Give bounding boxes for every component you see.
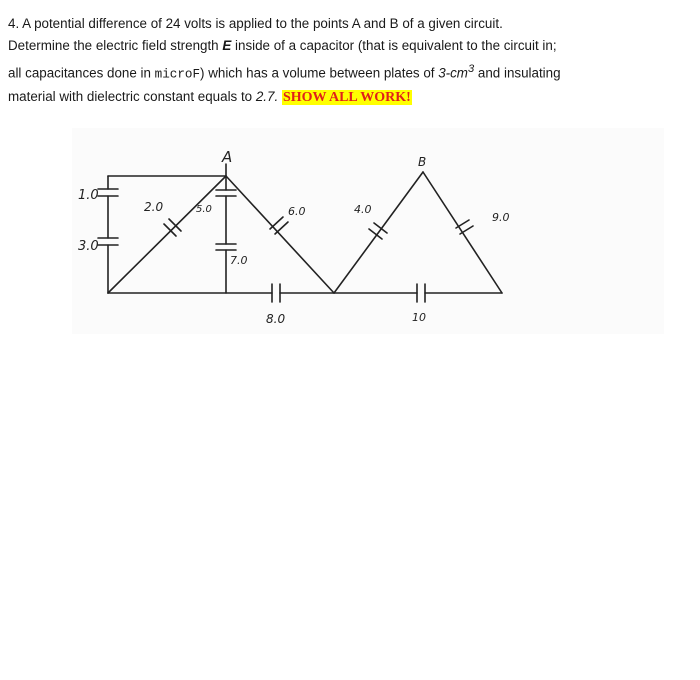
show-all-work-highlight: SHOW ALL WORK!: [282, 89, 411, 105]
question-number: 4.: [8, 16, 20, 31]
circuit-diagram: [72, 128, 664, 334]
cap-10-label: 10: [412, 311, 426, 324]
cap-5-label: 5.0: [196, 204, 212, 215]
wire-diag-cap6: [226, 176, 334, 293]
unit-microf: microF: [154, 67, 201, 82]
cap-6-plate-b: [275, 222, 288, 234]
volume-value: 3-cm: [438, 65, 468, 81]
node-b-label: B: [418, 155, 427, 169]
field-symbol: E: [222, 38, 232, 54]
wire-diag-cap4: [334, 172, 423, 293]
cap-7-label: 7.0: [230, 254, 248, 267]
question-text: [8, 13, 692, 109]
cap-8-label: 8.0: [266, 312, 286, 326]
question-line-3: all capacitances done in microF) which has a volume between plates of $3-cm^3$ and insulating: [8, 62, 561, 82]
cap-9-plate-a: [456, 220, 469, 228]
cap-9-label: 9.0: [492, 211, 510, 224]
cap-6-plate-a: [270, 217, 283, 229]
cap-6-label: 6.0: [288, 205, 306, 218]
dielectric-value: 2.7.: [255, 88, 279, 104]
cap-4-label: 4.0: [354, 203, 372, 216]
wire-diag-cap2: [108, 176, 226, 293]
cap-3-label: 3.0: [78, 239, 99, 254]
cap-2-plate-a: [164, 224, 176, 236]
node-a-label: A: [222, 148, 233, 166]
circuit-drawing: [72, 128, 664, 334]
cap-9-plate-b: [460, 226, 473, 234]
question-line-2: Determine the electric field strength E inside of a capacitor (that is equivalent to the circuit in;: [8, 38, 557, 54]
question-line-1: 4. A potential difference of 24 volts is applied to the points A and B of a given circuit.: [8, 16, 503, 31]
question-line-4: material with dielectric constant equals to 2.7. SHOW ALL WORK!: [8, 88, 411, 105]
cap-2-label: 2.0: [144, 200, 164, 214]
cap-2-plate-b: [169, 219, 181, 231]
cap-1-label: 1.0: [78, 188, 99, 203]
